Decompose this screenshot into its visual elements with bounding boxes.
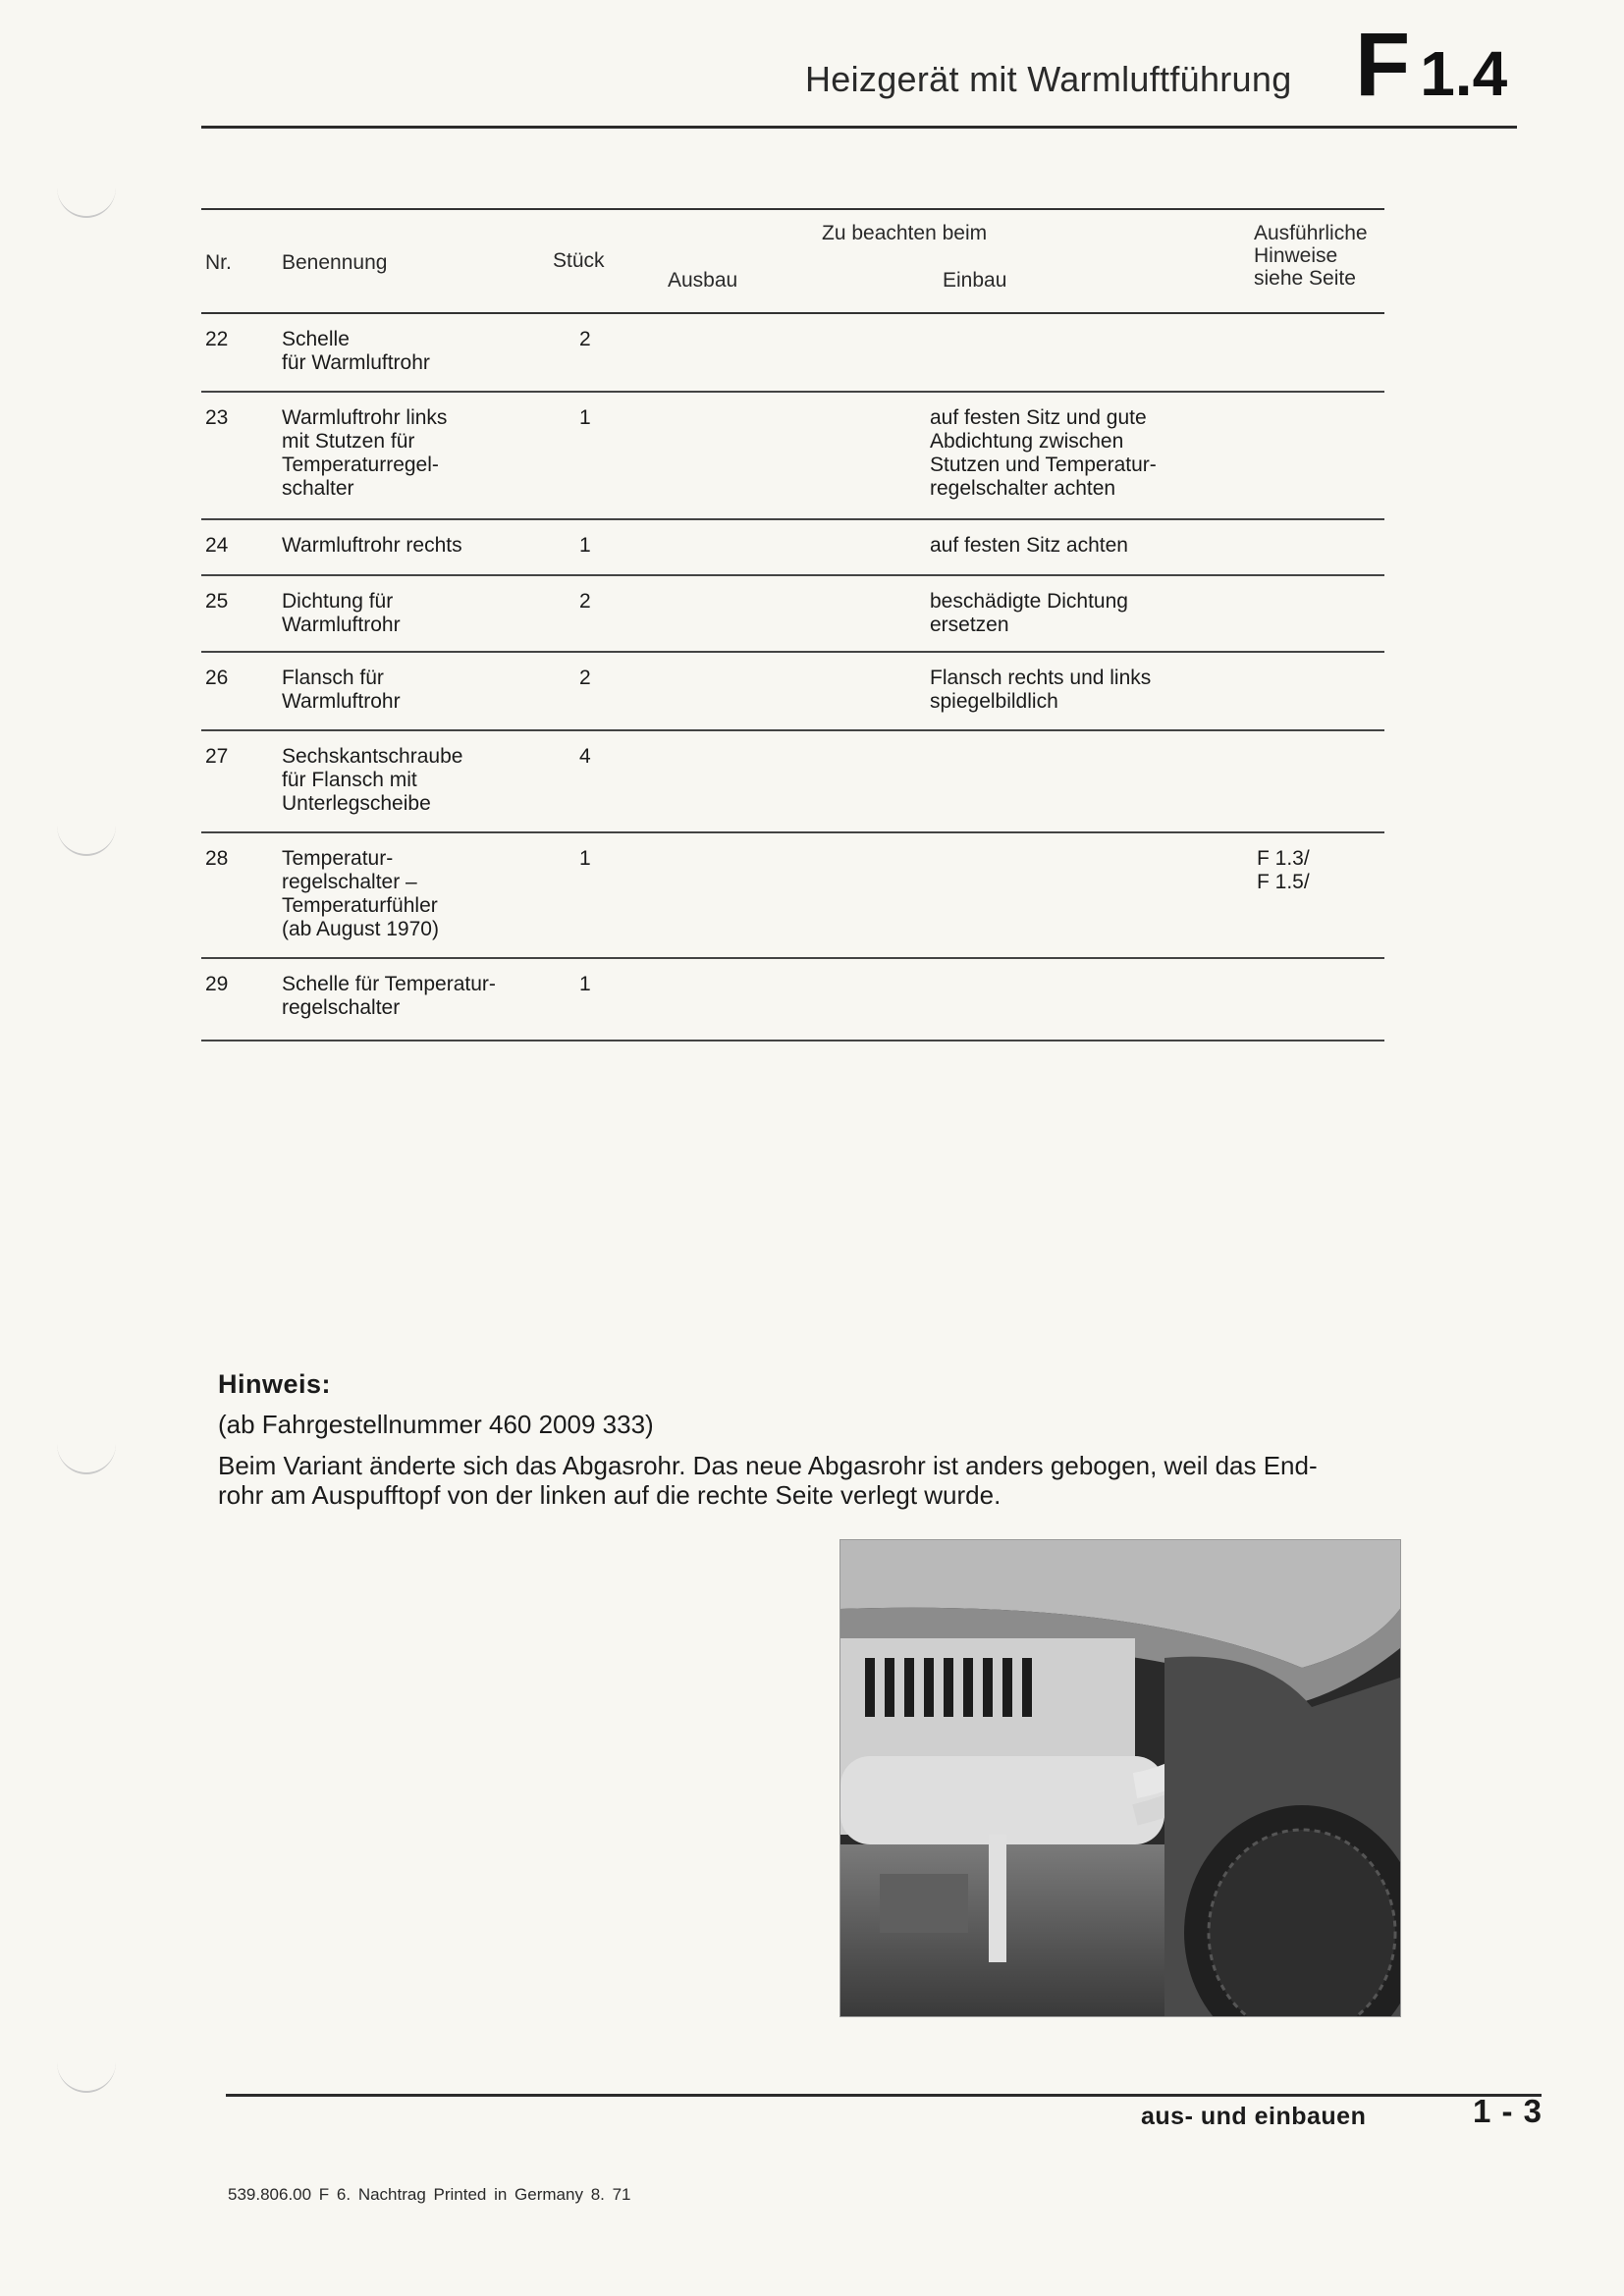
table-row [201,314,1384,393]
row-nr: 23 [205,406,229,429]
exhaust-photo-illustration [840,1540,1400,2016]
binder-hole [57,2032,116,2093]
row-nr: 27 [205,745,229,768]
section-number: 1.4 [1420,38,1508,109]
note-block [218,1369,1396,1510]
footer-rule [226,2094,1542,2097]
header-qty: Stück [553,249,605,272]
row-nr: 26 [205,667,229,689]
row-name: Flansch für Warmluftrohr [282,667,401,713]
note-body: Beim Variant änderte sich das Abgasrohr. Das neue Abgasrohr ist anders gebogen, weil das End- rohr am Auspufftopf von der linken auf die rechte Seite verlegt wurde. [218,1451,1318,1510]
table-row [201,393,1384,520]
row-qty: 2 [579,328,591,350]
row-nr: 29 [205,973,229,995]
row-nr: 25 [205,590,229,613]
header-note-group: Zu beachten beim [822,222,988,244]
parts-table [201,208,1384,1041]
header-name: Benennung [282,251,388,274]
table-header [201,208,1384,314]
page-title: Heizgerät mit Warmluftführung [805,59,1292,99]
header-details: Ausführliche Hinweise siehe Seite [1254,222,1368,290]
exhaust-photo [839,1539,1401,2017]
row-install: Flansch rechts und links spiegelbildlich [930,667,1152,713]
row-name: Schelle für Temperatur- regelschalter [282,973,496,1019]
imprint: 539.806.00 F 6. Nachtrag Printed in Germany 8. 71 [228,2185,631,2204]
row-install: auf festen Sitz achten [930,534,1128,557]
footer-label: aus- und einbauen [1141,2103,1367,2130]
row-qty: 1 [579,973,591,995]
row-nr: 24 [205,534,229,557]
row-qty: 2 [579,590,591,613]
row-name: Sechskantschraube für Flansch mit Unterlegscheibe [282,745,463,815]
note-heading: Hinweis: [218,1369,332,1399]
row-nr: 28 [205,847,229,870]
table-row [201,576,1384,653]
row-name: Temperatur- regelschalter – Temperaturfühler (ab August 1970) [282,847,439,940]
row-name: Dichtung für Warmluftrohr [282,590,401,636]
header-rule [201,126,1517,129]
row-qty: 2 [579,667,591,689]
header-install: Einbau [943,269,1007,292]
header-nr: Nr. [205,251,232,274]
table-row [201,653,1384,731]
row-install: beschädigte Dichtung ersetzen [930,590,1128,636]
table-row [201,833,1384,959]
binder-hole [57,1414,116,1474]
row-qty: 4 [579,745,591,768]
table-row [201,959,1384,1041]
row-name: Schelle für Warmluftrohr [282,328,430,374]
binder-hole [57,157,116,218]
header-removal: Ausbau [668,269,738,292]
section-letter: F [1355,15,1411,115]
row-qty: 1 [579,847,591,870]
row-nr: 22 [205,328,229,350]
section-code [1355,15,1508,115]
row-install: auf festen Sitz und gute Abdichtung zwischen Stutzen und Temperatur- regelschalter achten [930,406,1157,500]
row-name: Warmluftrohr rechts [282,534,462,557]
table-row [201,731,1384,833]
row-qty: 1 [579,406,591,429]
row-name: Warmluftrohr links mit Stutzen für Temperaturregel- schalter [282,406,448,500]
row-qty: 1 [579,534,591,557]
table-row [201,520,1384,576]
row-page: F 1.3/ F 1.5/ [1257,847,1310,893]
binder-hole [57,795,116,856]
note-chassis-number: (ab Fahrgestellnummer 460 2009 333) [218,1410,654,1439]
page-number: 1 - 3 [1473,2093,1543,2129]
